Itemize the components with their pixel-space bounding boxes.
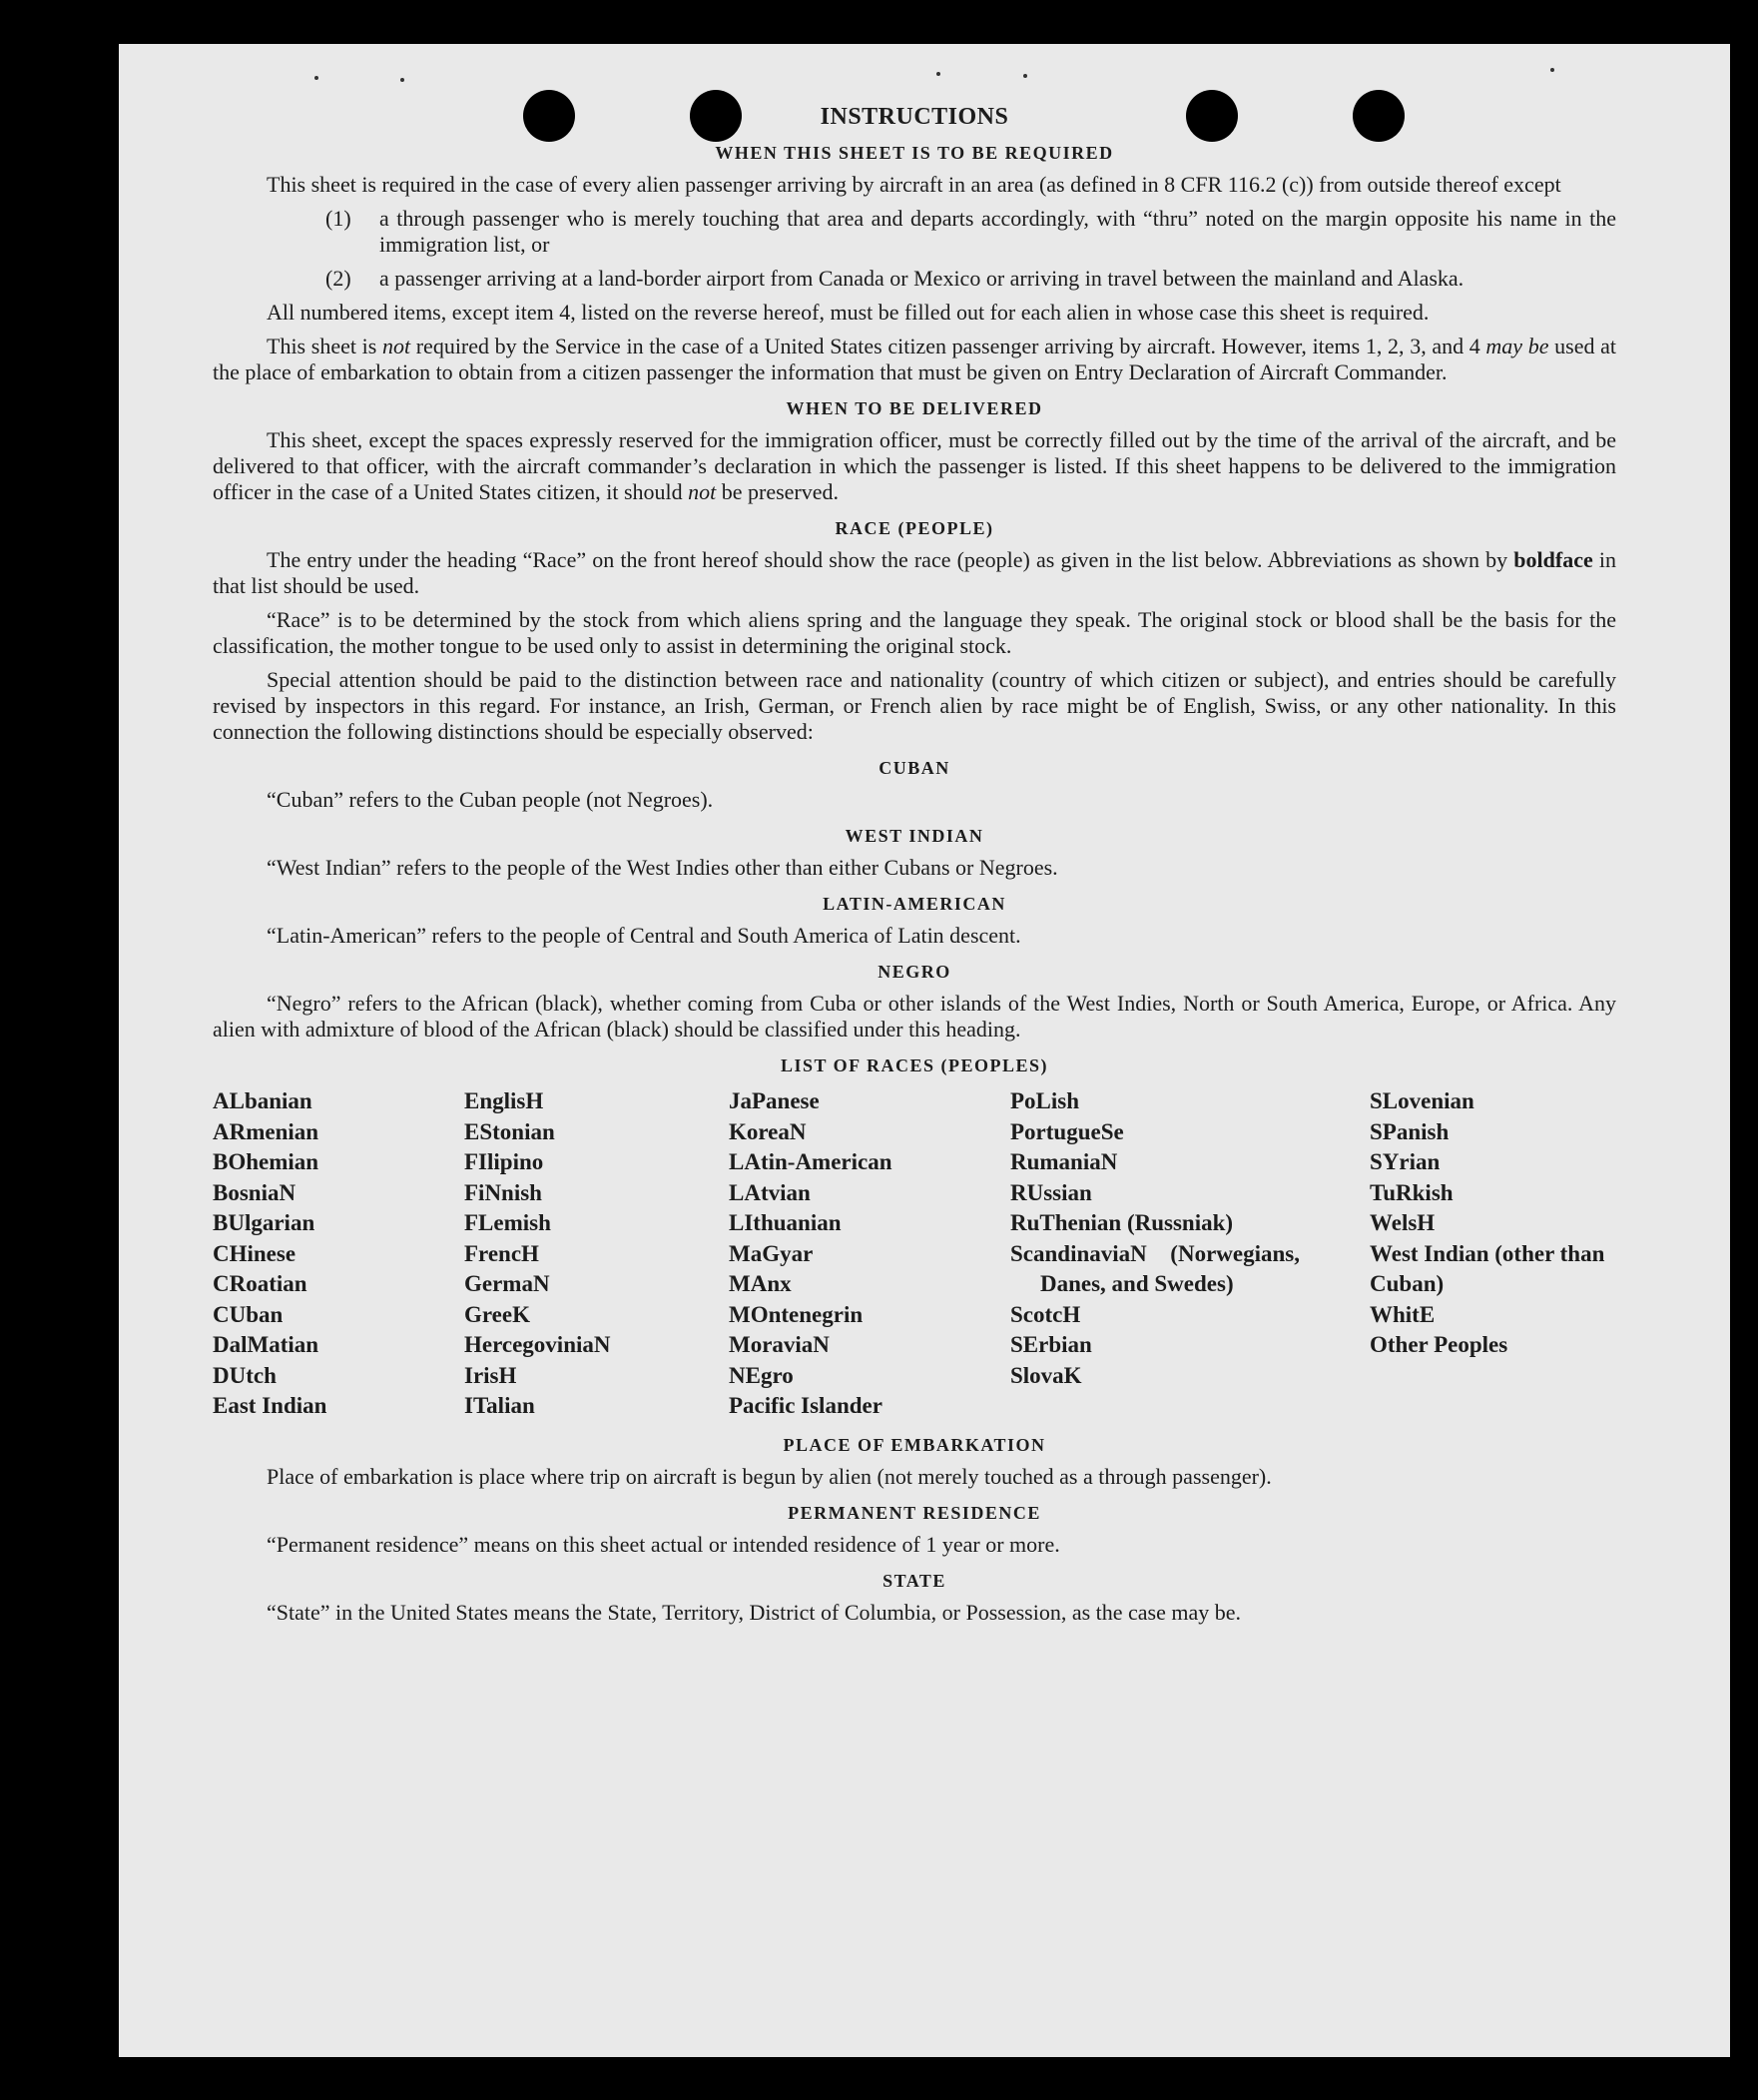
paragraph: “Latin-American” refers to the people of Central and South America of Latin descent. [267, 923, 1021, 948]
race-item: EnglisH [464, 1088, 544, 1113]
race-item: TuRkish [1370, 1179, 1454, 1205]
text-run: This sheet, except the spaces expressly reserved for the immigration officer, must be correctly filled out by the time of the arrival of the aircraft, and be delivered to that officer, with the aircraft commander’s declaration in which the passenger is listed. If this sheet happens to be delivered to the immigration officer in the case of a United States citizen, it should [213, 427, 1616, 504]
paragraph: All numbered items, except item 4, listed on the reverse hereof, must be filled out for each alien in whose case this sheet is required. [267, 300, 1430, 325]
race-item: SLovenian [1370, 1088, 1474, 1113]
race-item: East Indian [213, 1393, 327, 1418]
race-item: PortugueSe [1010, 1118, 1124, 1144]
text-run: required by the Service in the case of a United States citizen passenger arriving by aircraft. However, items 1, 2, 3, and 4 [410, 334, 1486, 358]
race-item: GreeK [464, 1301, 530, 1327]
section-heading-residence: PERMANENT RESIDENCE [788, 1502, 1041, 1523]
race-item: JaPanese [729, 1088, 820, 1113]
document-page [119, 44, 1730, 2057]
section-heading-west-indian: WEST INDIAN [845, 826, 984, 846]
section-heading-races-list: LIST OF RACES (PEOPLES) [780, 1055, 1049, 1075]
italic-text: not [688, 479, 717, 504]
paragraph: Special attention should be paid to the distinction between race and nationality (country of which citizen or subject), and entries should be carefully revised by inspectors in this regard. For instance, an Irish, German, or French alien by race might be of English, Swiss, or any other nationality. In this connection the following distinctions should be especially observed: [213, 667, 1616, 744]
race-item: ScandinaviaN (Norwegians, Danes, and Swedes) [1010, 1240, 1300, 1296]
race-item: SErbian [1010, 1332, 1092, 1357]
paragraph: “Race” is to be determined by the stock from which aliens spring and the language they speak. The original stock or blood shall be the basis for the classification, the mother tongue to be used only to assist in determining the original stock. [213, 607, 1616, 658]
instructions-content [213, 104, 1616, 1634]
paragraph [213, 334, 1616, 385]
paragraph: Place of embarkation is place where trip on aircraft is begun by alien (not merely touched as a through passenger). [267, 1463, 1272, 1489]
page-title: INSTRUCTIONS [820, 104, 1009, 130]
race-item: RuThenian (Russniak) [1010, 1210, 1234, 1235]
race-item: HercegoviniaN [464, 1332, 611, 1357]
paragraph: “Permanent residence” means on this sheet actual or intended residence of 1 year or more. [267, 1531, 1060, 1557]
race-item: CRoatian [213, 1271, 307, 1296]
race-item: KoreaN [729, 1118, 807, 1144]
race-item: MAnx [729, 1271, 792, 1296]
race-item: West Indian (other than Cuban) [1370, 1240, 1605, 1296]
italic-text: may be [1485, 334, 1549, 358]
races-column [1010, 1086, 1370, 1422]
race-item: ALbanian [213, 1088, 312, 1113]
race-item: CHinese [213, 1240, 296, 1266]
races-column [213, 1086, 464, 1422]
race-item: ScotcH [1010, 1301, 1081, 1327]
race-item: EStonian [464, 1118, 555, 1144]
speck [1023, 74, 1027, 78]
races-column [729, 1086, 1010, 1422]
section-heading-required: WHEN THIS SHEET IS TO BE REQUIRED [715, 143, 1114, 163]
races-column [464, 1086, 729, 1422]
race-item: GermaN [464, 1271, 550, 1296]
item-text: a passenger arriving at a land-border airport from Canada or Mexico or arriving in travel between the mainland and Alaska. [379, 266, 1465, 291]
item-number: (2) [325, 266, 351, 291]
race-item: MOntenegrin [729, 1301, 864, 1327]
races-list [213, 1086, 1616, 1422]
race-item: FIlipino [464, 1149, 544, 1174]
text-run: be preserved. [716, 479, 840, 504]
race-item: NEgro [729, 1362, 794, 1388]
section-heading-race: RACE (PEOPLE) [835, 518, 994, 538]
section-heading-embarkation: PLACE OF EMBARKATION [783, 1434, 1046, 1455]
race-item: RumaniaN [1010, 1149, 1118, 1174]
race-item: LAtin-American [729, 1149, 892, 1174]
race-item: MaGyar [729, 1240, 814, 1266]
paragraph [213, 427, 1616, 505]
speck [400, 78, 404, 82]
race-item: DalMatian [213, 1332, 319, 1357]
paragraph: “Cuban” refers to the Cuban people (not Negroes). [267, 787, 714, 812]
bold-text: boldface [1513, 547, 1593, 572]
section-heading-cuban: CUBAN [879, 758, 950, 778]
paragraph [213, 547, 1616, 599]
race-item: LIthuanian [729, 1210, 842, 1235]
race-item: BosniaN [213, 1179, 296, 1205]
race-item: SYrian [1370, 1149, 1441, 1174]
section-heading-latin-american: LATIN-AMERICAN [823, 894, 1006, 914]
race-item: RUssian [1010, 1179, 1092, 1205]
races-column [1370, 1086, 1616, 1422]
speck [1550, 68, 1554, 72]
text-run: in that list should be used. [213, 547, 1616, 598]
race-item: Other Peoples [1370, 1332, 1508, 1357]
race-item: ITalian [464, 1393, 535, 1418]
race-item: WhitE [1370, 1301, 1436, 1327]
race-item: LAtvian [729, 1179, 811, 1205]
item-number: (1) [325, 206, 351, 231]
race-item: BUlgarian [213, 1210, 315, 1235]
race-item: MoraviaN [729, 1332, 830, 1357]
text-run: This sheet is [267, 334, 382, 358]
speck [314, 76, 318, 80]
race-item: FrencH [464, 1240, 539, 1266]
paragraph: “Negro” refers to the African (black), whether coming from Cuba or other islands of the West Indies, North or South America, Europe, or Africa. Any alien with admixture of blood of the African (black) should be classified under this heading. [213, 991, 1616, 1042]
race-item: ARmenian [213, 1118, 319, 1144]
section-heading-negro: NEGRO [878, 962, 951, 982]
numbered-item [213, 206, 1616, 258]
text-run: used at the place of embarkation to obtain from a citizen passenger the information that must be given on Entry Declaration of Aircraft Commander. [213, 334, 1617, 384]
race-item: BOhemian [213, 1149, 319, 1174]
numbered-item [213, 266, 1616, 292]
race-item: CUban [213, 1301, 284, 1327]
race-item: WelsH [1370, 1210, 1436, 1235]
paragraph: This sheet is required in the case of every alien passenger arriving by aircraft in an area (as defined in 8 CFR 116.2 (c)) from outside thereof except [267, 172, 1561, 197]
section-heading-delivered: WHEN TO BE DELIVERED [786, 398, 1043, 418]
race-item: Pacific Islander [729, 1393, 882, 1418]
race-item: FLemish [464, 1210, 551, 1235]
race-item: SPanish [1370, 1118, 1450, 1144]
race-item: SlovaK [1010, 1362, 1082, 1388]
section-heading-state: STATE [882, 1570, 946, 1591]
item-text: a through passenger who is merely touching that area and departs accordingly, with “thru” noted on the margin opposite his name in the immigration list, or [379, 206, 1616, 257]
paragraph: “West Indian” refers to the people of the West Indies other than either Cubans or Negroes. [267, 855, 1058, 880]
race-item: IrisH [464, 1362, 517, 1388]
race-item: FiNnish [464, 1179, 542, 1205]
text-run: The entry under the heading “Race” on the front hereof should show the race (people) as given in the list below. Abbreviations as shown by [267, 547, 1514, 572]
race-item: PoLish [1010, 1088, 1080, 1113]
italic-text: not [381, 334, 411, 358]
paragraph: “State” in the United States means the State, Territory, District of Columbia, or Possession, as the case may be. [267, 1599, 1242, 1625]
speck [936, 72, 940, 76]
race-item: DUtch [213, 1362, 277, 1388]
